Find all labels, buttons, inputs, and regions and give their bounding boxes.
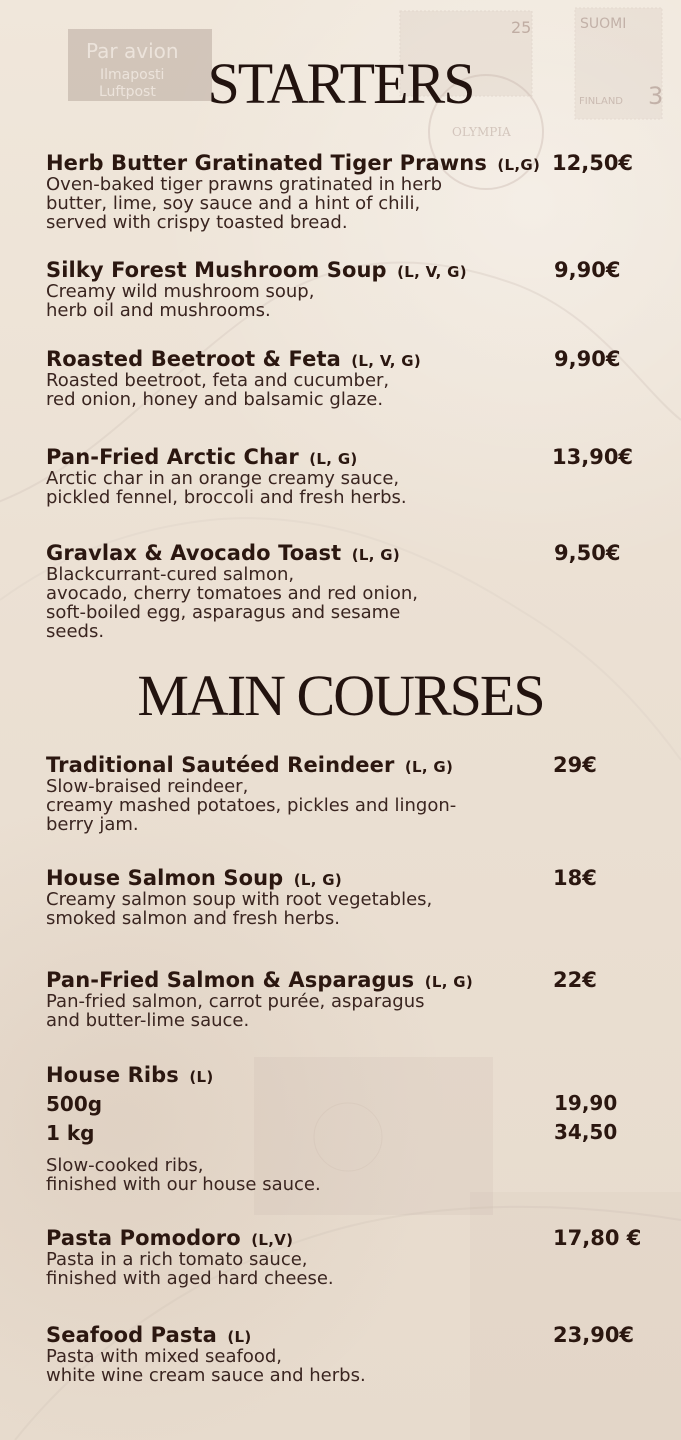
main-item-6-description bbox=[46, 1347, 546, 1385]
starter-item-1-name bbox=[46, 151, 540, 175]
main-item-1-desc-line-1: Slow-braised reindeer, bbox=[46, 776, 249, 797]
main-item-6-name bbox=[46, 1323, 251, 1347]
starter-item-4-tags: (L, G) bbox=[309, 450, 358, 468]
starter-item-5-price: 9,50€ bbox=[554, 541, 621, 565]
stamp-right-country: SUOMI bbox=[580, 16, 627, 32]
main-item-3-title: Pan-Fried Salmon & Asparagus bbox=[46, 968, 415, 992]
main-item-5-price: 17,80 € bbox=[553, 1226, 642, 1250]
main-item-2-description bbox=[46, 890, 546, 928]
main-item-1-title: Traditional Sautéed Reindeer bbox=[46, 753, 395, 777]
starter-item-4-description bbox=[46, 469, 546, 507]
main-item-3-desc-line-2: and butter-lime sauce. bbox=[46, 1010, 250, 1031]
starter-item-1-desc-line-3: served with crispy toasted bread. bbox=[46, 212, 348, 233]
main-item-4-variant-1-label: 500g bbox=[46, 1092, 103, 1116]
starter-item-4-title: Pan-Fried Arctic Char bbox=[46, 445, 299, 469]
starter-item-3-description bbox=[46, 371, 546, 409]
stamp-left-value: 25 bbox=[511, 18, 532, 37]
main-item-6-desc-line-1: Pasta with mixed seafood, bbox=[46, 1346, 283, 1367]
main-item-2-desc-line-2: smoked salmon and fresh herbs. bbox=[46, 908, 340, 929]
main-item-4-name bbox=[46, 1063, 214, 1087]
stamp-right-label: FINLAND bbox=[579, 96, 624, 107]
starter-item-3-title: Roasted Beetroot & Feta bbox=[46, 347, 341, 371]
main-item-4-title: House Ribs bbox=[46, 1063, 179, 1087]
main-item-1-name bbox=[46, 753, 453, 777]
starter-item-1-desc-line-1: Oven-baked tiger prawns gratinated in herb bbox=[46, 174, 443, 195]
main-item-4-tags: (L) bbox=[189, 1068, 214, 1086]
starter-item-4-name bbox=[46, 445, 358, 469]
starter-item-5-description bbox=[46, 565, 546, 641]
main-item-4-variant-2-price: 34,50 bbox=[554, 1120, 618, 1144]
starter-item-5-desc-line-4: seeds. bbox=[46, 621, 105, 642]
starter-item-5-desc-line-3: soft-boiled egg, asparagus and sesame bbox=[46, 602, 401, 623]
main-item-5-tags: (L,V) bbox=[251, 1231, 294, 1249]
starter-item-1-title: Herb Butter Gratinated Tiger Prawns bbox=[46, 151, 487, 175]
main-item-5-title: Pasta Pomodoro bbox=[46, 1226, 241, 1250]
main-item-4-variant-1-price: 19,90 bbox=[554, 1091, 618, 1115]
postmark-text: OLYMPIA bbox=[452, 125, 511, 139]
main-item-3-price: 22€ bbox=[553, 968, 597, 992]
starter-item-2-desc-line-2: herb oil and mushrooms. bbox=[46, 300, 271, 321]
starter-item-5-title: Gravlax & Avocado Toast bbox=[46, 541, 342, 565]
main-courses-title: MAIN COURSES bbox=[137, 663, 544, 728]
main-item-1-description bbox=[46, 777, 546, 834]
main-item-5-desc-line-2: finished with aged hard cheese. bbox=[46, 1268, 334, 1289]
airmail-label-text: Par avion bbox=[86, 39, 179, 63]
main-item-6-desc-line-2: white wine cream sauce and herbs. bbox=[46, 1365, 366, 1386]
starter-item-1-price: 12,50€ bbox=[552, 151, 634, 175]
main-item-2-desc-line-1: Creamy salmon soup with root vegetables, bbox=[46, 889, 433, 910]
airmail-subtext-1: Ilmaposti bbox=[100, 67, 165, 83]
starter-item-3-desc-line-1: Roasted beetroot, feta and cucumber, bbox=[46, 370, 390, 391]
starter-item-4-price: 13,90€ bbox=[552, 445, 634, 469]
starter-item-5-desc-line-1: Blackcurrant-cured salmon, bbox=[46, 564, 295, 585]
main-item-5-description bbox=[46, 1250, 546, 1288]
starter-item-3-tags: (L, V, G) bbox=[351, 352, 422, 370]
starter-item-2-description bbox=[46, 282, 546, 320]
main-item-3-description bbox=[46, 992, 546, 1030]
main-item-1-desc-line-3: berry jam. bbox=[46, 814, 139, 835]
main-item-1-tags: (L, G) bbox=[404, 758, 454, 776]
main-item-4-desc-line-1: Slow-cooked ribs, bbox=[46, 1155, 204, 1176]
main-item-5-desc-line-1: Pasta in a rich tomato sauce, bbox=[46, 1249, 308, 1270]
starter-item-2-tags: (L, V, G) bbox=[397, 263, 467, 281]
main-item-3-name bbox=[46, 968, 473, 992]
starter-item-2-price: 9,90€ bbox=[554, 258, 621, 282]
main-item-4-desc-line-2: finished with our house sauce. bbox=[46, 1174, 321, 1195]
starter-item-4-desc-line-2: pickled fennel, broccoli and fresh herbs. bbox=[46, 487, 407, 508]
main-item-5-name bbox=[46, 1226, 293, 1250]
starter-item-2-name bbox=[46, 258, 467, 282]
main-item-2-tags: (L, G) bbox=[293, 871, 343, 889]
starter-item-1-tags: (L,G) bbox=[497, 156, 541, 174]
starter-item-5-desc-line-2: avocado, cherry tomatoes and red onion, bbox=[46, 583, 418, 604]
stamp-right-value: 3 bbox=[648, 82, 664, 110]
main-item-4-variant-2-label: 1 kg bbox=[46, 1121, 95, 1145]
main-item-4-description bbox=[46, 1156, 546, 1194]
starter-item-3-desc-line-2: red onion, honey and balsamic glaze. bbox=[46, 389, 384, 410]
main-item-2-price: 18€ bbox=[553, 866, 597, 890]
starter-item-3-price: 9,90€ bbox=[554, 347, 621, 371]
starter-item-1-desc-line-2: butter, lime, soy sauce and a hint of chili, bbox=[46, 193, 421, 214]
main-item-2-title: House Salmon Soup bbox=[46, 866, 284, 890]
starter-item-3-name bbox=[46, 347, 421, 371]
starter-item-5-name bbox=[46, 541, 400, 565]
main-item-1-price: 29€ bbox=[553, 753, 597, 777]
main-item-2-name bbox=[46, 866, 342, 890]
main-item-6-price: 23,90€ bbox=[553, 1323, 635, 1347]
main-item-6-title: Seafood Pasta bbox=[46, 1323, 217, 1347]
main-item-1-desc-line-2: creamy mashed potatoes, pickles and lingon- bbox=[46, 795, 457, 816]
airmail-subtext-2: Luftpost bbox=[99, 84, 156, 100]
starter-item-4-desc-line-1: Arctic char in an orange creamy sauce, bbox=[46, 468, 400, 489]
starter-item-1-description bbox=[46, 175, 546, 232]
starters-title: STARTERS bbox=[207, 51, 474, 116]
main-item-3-tags: (L, G) bbox=[424, 973, 473, 991]
starter-item-2-desc-line-1: Creamy wild mushroom soup, bbox=[46, 281, 315, 302]
main-item-3-desc-line-1: Pan-fried salmon, carrot purée, asparagus bbox=[46, 991, 425, 1012]
starter-item-5-tags: (L, G) bbox=[351, 546, 401, 564]
starter-item-2-title: Silky Forest Mushroom Soup bbox=[46, 258, 387, 282]
main-item-6-tags: (L) bbox=[227, 1328, 252, 1346]
